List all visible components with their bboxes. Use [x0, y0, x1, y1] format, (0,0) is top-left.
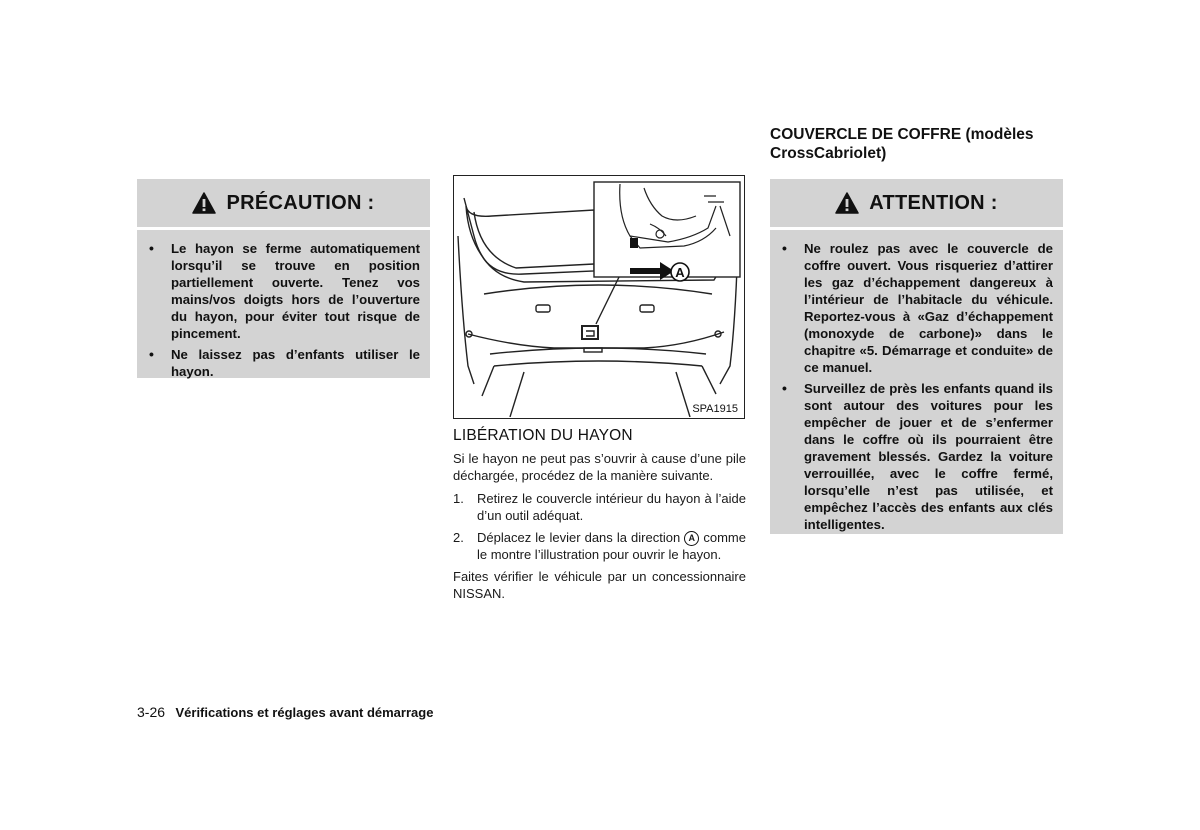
step-number: 1.	[453, 491, 464, 506]
step-text: comme le montre l’illustration pour ouvrir le hayon.	[477, 530, 746, 563]
step-number: 2.	[453, 530, 464, 545]
liberation-section	[453, 427, 746, 602]
step-item	[453, 490, 746, 524]
precaution-item: • Ne laissez pas d’enfants utiliser le hayon.	[171, 346, 420, 380]
page-number: 3-26	[137, 704, 166, 720]
precaution-box	[137, 179, 430, 378]
page-footer	[137, 704, 433, 722]
liberation-closing: Faites vérifier le véhicule par un concessionnaire NISSAN.	[453, 569, 746, 602]
precaution-item: • Le hayon se ferme automatiquement lorsqu’il se trouve en position partiellement ouverte. Tenez vos mains/vos doigts hors de l’ouverture du hayon, pour éviter tout risque de pincement.	[171, 240, 420, 342]
hatch-drawing	[454, 176, 743, 417]
step-text: Déplacez le levier dans la direction	[477, 530, 681, 545]
attention-header	[770, 179, 1063, 227]
attention-item: • Ne roulez pas avec le couvercle de coffre ouvert. Vous risqueriez d’attirer les gaz d’échappement dangereux à l’intérieur de l’habitacle du véhicule. Reportez-vous à «Gaz d’échappement (monoxyde de carbone)» dans le chapitre «5. Démarrage et conduite» de ce manuel.	[804, 240, 1053, 376]
chapter-title: Vérifications et réglages avant démarrage	[175, 705, 434, 720]
figure-code: SPA1915	[692, 403, 738, 415]
liberation-intro: Si le hayon ne peut pas s’ouvrir à cause d’une pile déchargée, procédez de la manière suivante.	[453, 451, 746, 483]
attention-list	[770, 230, 1063, 545]
step-text: Retirez le couvercle intérieur du hayon à l’aide d’un outil adéquat.	[477, 491, 746, 523]
coffre-title: COUVERCLE DE COFFRE (modèles CrossCabriolet)	[770, 126, 1034, 162]
figure-callout-label: A	[675, 265, 685, 280]
warning-triangle-icon	[835, 192, 859, 214]
precaution-title: PRÉCAUTION :	[226, 191, 375, 214]
liberation-heading: LIBÉRATION DU HAYON	[453, 427, 633, 444]
precaution-list	[137, 230, 430, 392]
liberation-steps	[453, 490, 746, 563]
attention-title: ATTENTION :	[869, 191, 998, 214]
hatch-illustration	[453, 175, 745, 419]
step-item	[453, 529, 746, 563]
warning-triangle-icon	[192, 192, 216, 214]
attention-box	[770, 179, 1063, 534]
attention-item: • Surveillez de près les enfants quand ils sont autour des voitures pour les empêcher de jouer et de s’enfermer dans le coffre où ils pourraient être gravement blessés. Gardez la voiture verrouillée, avec le coffre fermé, lorsqu’elle n’est pas utilisée, et empêchez l’accès des enfants aux clés intelligentes.	[804, 380, 1053, 533]
direction-a-symbol: A	[684, 531, 699, 546]
precaution-header	[137, 179, 430, 227]
